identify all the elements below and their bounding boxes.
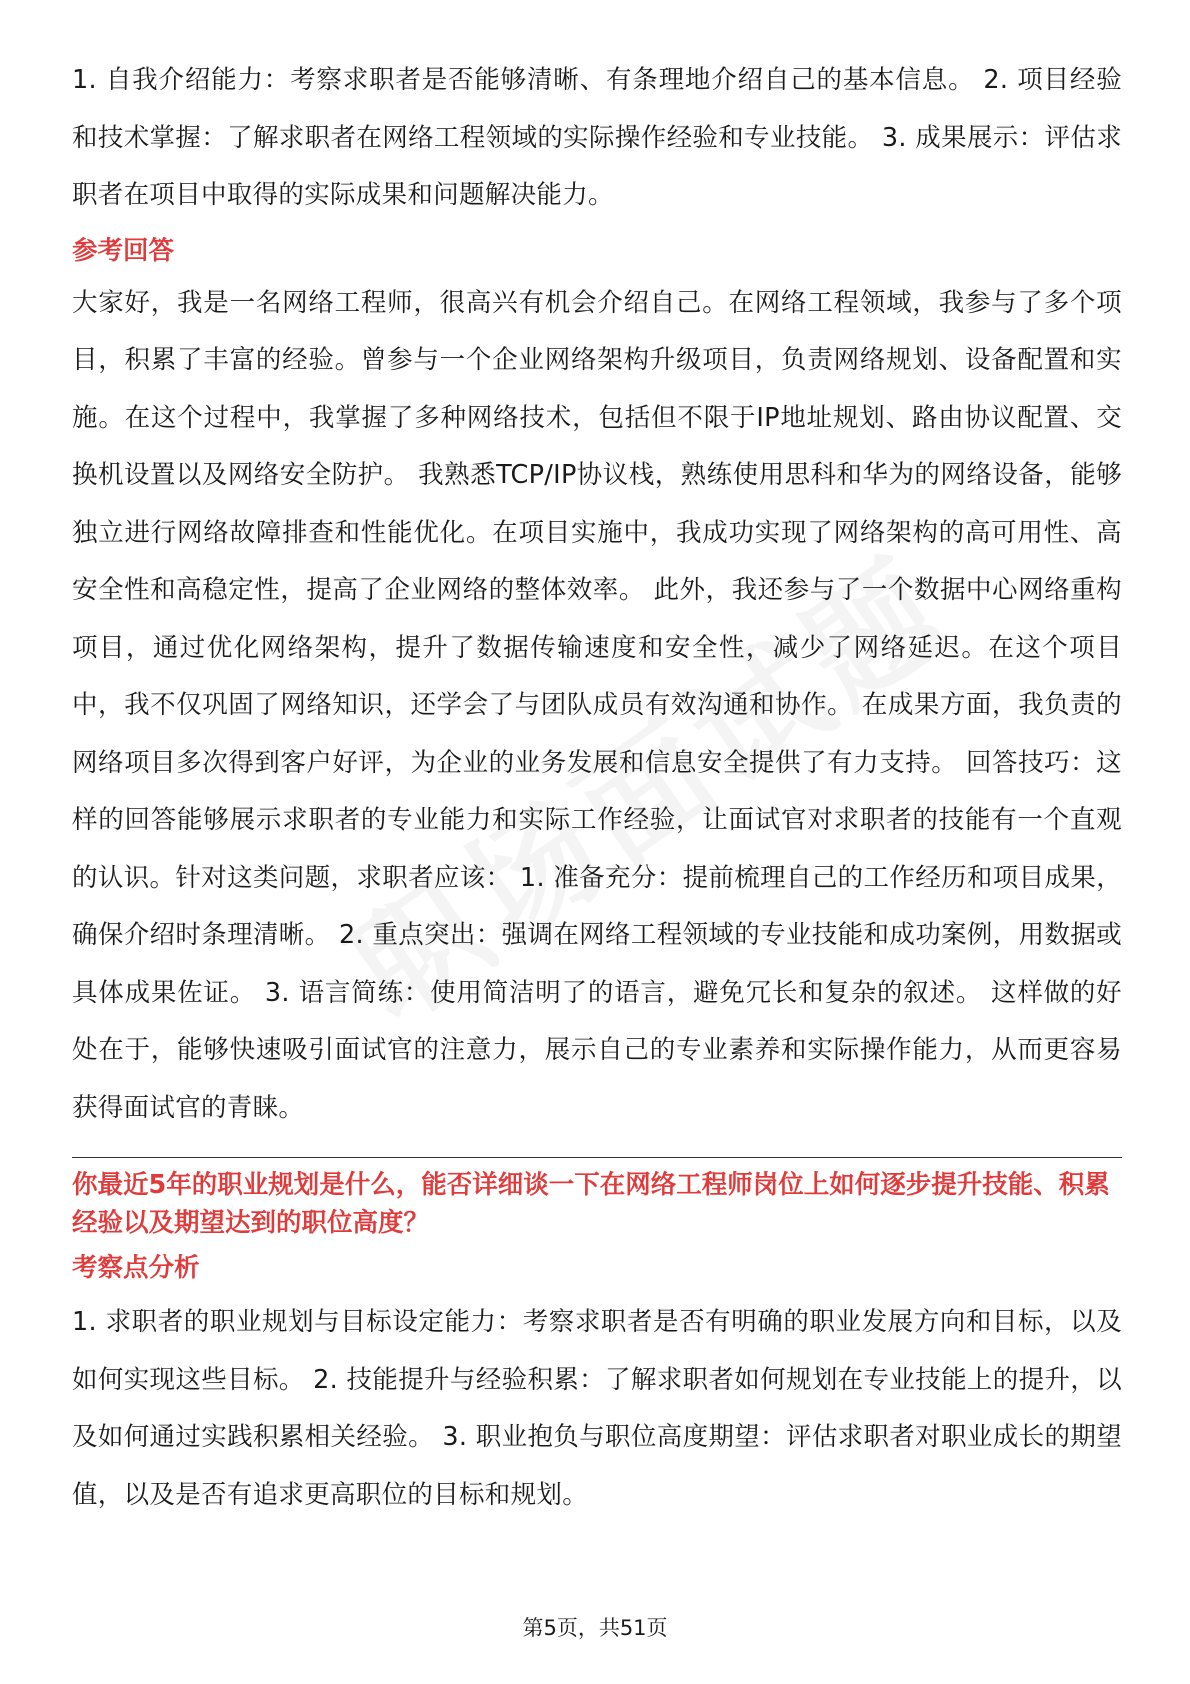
analysis-paragraph-1: 1. 自我介绍能力：考察求职者是否能够清晰、有条理地介绍自己的基本信息。 2. 项目经验和技术掌握：了解求职者在网络工程领域的实际操作经验和专业技能。 3. 成果展示：评估求职者在项目中取得的实际成果和问题解决能力。 <box>72 65 1122 210</box>
page-number-footer: 第5页，共51页 <box>522 1616 668 1640</box>
reference-answer-paragraph: 大家好，我是一名网络工程师，很高兴有机会介绍自己。在网络工程领域，我参与了多个项目，积累了丰富的经验。曾参与一个企业网络架构升级项目，负责网络规划、设备配置和实施。在这个过程中，我掌握了多种网络技术，包括但不限于IP地址规划、路由协议配置、交换机设置以及网络安全防护。 我熟悉TCP/IP协议栈，熟练使用思科和华为的网络设备，能够独立进行网络故障排查和性能优化。在项目实施中，我成功实现了网络架构的高可用性、高安全性和高稳定性，提高了企业网络的整体效率。 此外，我还参与了一个数据中心网络重构项目，通过优化网络架构，提升了数据传输速度和安全性，减少了网络延迟。在这个项目中，我不仅巩固了网络知识，还学会了与团队成员有效沟通和协作。 在成果方面，我负责的网络项目多次得到客户好评，为企业的业务发展和信息安全提供了有力支持。 回答技巧：这样的回答能够展示求职者的专业能力和实际工作经验，让面试官对求职者的技能有一个直观的认识。针对这类问题，求职者应该： 1. 准备充分：提前梳理自己的工作经历和项目成果，确保介绍时条理清晰。 2. 重点突出：强调在网络工程领域的专业技能和成功案例，用数据或具体成果佐证。 3. 语言简练：使用简洁明了的语言，避免冗长和复杂的叙述。 这样做的好处在于，能够快速吸引面试官的注意力，展示自己的专业素养和实际操作能力，从而更容易获得面试官的青睐。 <box>72 287 1122 1123</box>
reference-answer-heading: 参考回答 <box>72 235 175 266</box>
analysis-paragraph-2: 1. 求职者的职业规划与目标设定能力：考察求职者是否有明确的职业发展方向和目标，以及如何实现这些目标。 2. 技能提升与经验积累：了解求职者如何规划在专业技能上的提升，以及如何通过实践积累相关经验。 3. 职业抱负与职位高度期望：评估求职者对职业成长的期望值，以及是否有追求更高职位的目标和规划。 <box>72 1307 1122 1510</box>
question-divider <box>72 1157 1122 1158</box>
page-content <box>72 52 1122 1524</box>
interview-question: 你最近5年的职业规划是什么，能否详细谈一下在网络工程师岗位上如何逐步提升技能、积累经验以及期望达到的职位高度？ <box>72 1170 1110 1238</box>
analysis-heading: 考察点分析 <box>72 1253 200 1283</box>
